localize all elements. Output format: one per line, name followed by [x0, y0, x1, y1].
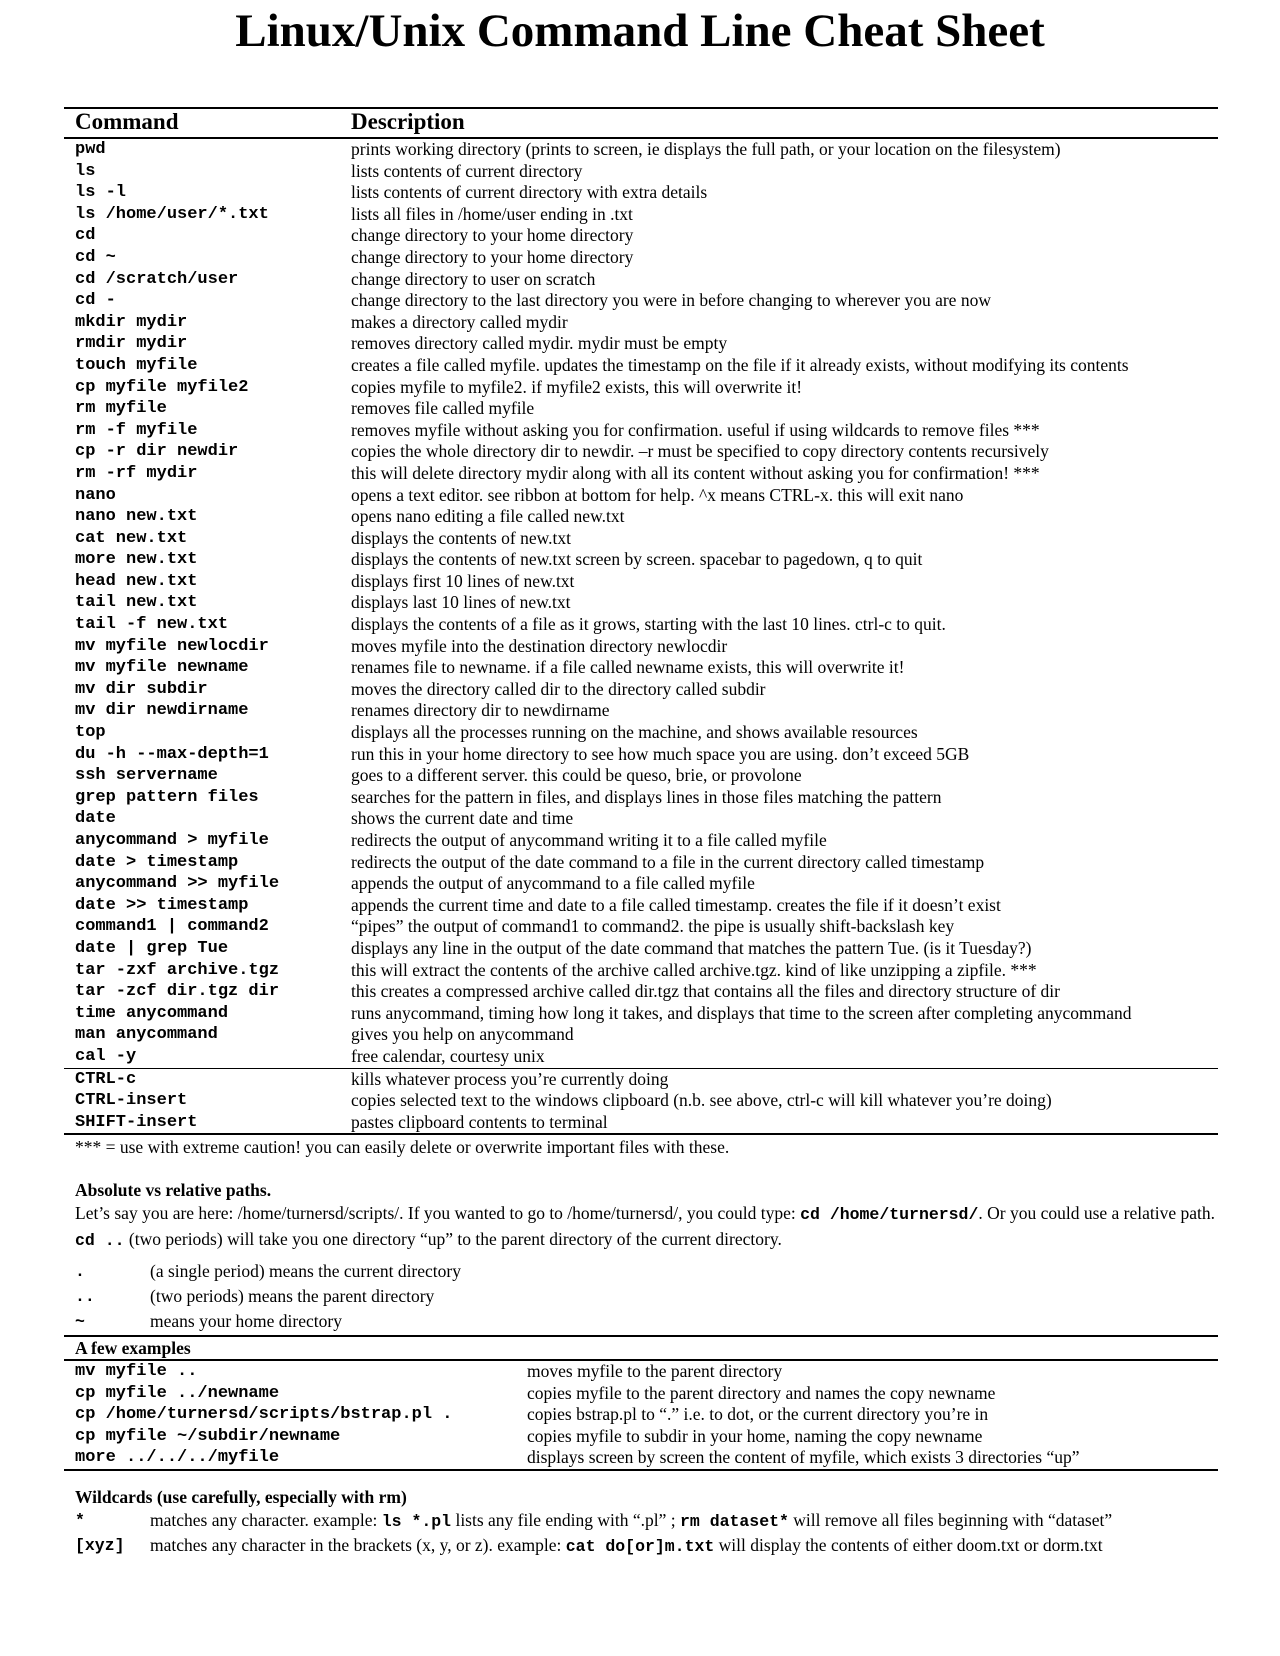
command-text: mv myfile newlocdir — [75, 636, 269, 656]
description-text: change directory to the last directory you were in before changing to wherever you are now — [351, 290, 991, 311]
command-text: cd /scratch/user — [75, 269, 239, 289]
description-text: removes myfile without asking you for confirmation. useful if using wildcards to remove files *** — [351, 419, 1040, 440]
command-text: man anycommand — [75, 1025, 218, 1045]
table-row — [64, 765, 1218, 787]
table-row — [64, 269, 1218, 291]
description-text: “pipes” the output of command1 to command2. the pipe is usually shift-backslash key — [351, 916, 955, 937]
description-text: lists contents of current directory — [351, 160, 583, 181]
command-text: rm myfile — [75, 399, 167, 419]
table-row — [64, 182, 1218, 204]
table-row — [64, 377, 1218, 399]
table-row — [64, 592, 1218, 614]
command-text: mv dir newdirname — [75, 701, 249, 721]
table-row — [64, 355, 1218, 377]
table-row — [64, 1404, 1218, 1426]
table-row — [64, 895, 1218, 917]
description-text: appends the output of anycommand to a file called myfile — [351, 873, 755, 894]
table-row — [64, 528, 1218, 550]
command-text: CTRL-c — [75, 1069, 137, 1089]
description-text: lists contents of current directory with extra details — [351, 182, 708, 203]
command-text: anycommand > myfile — [75, 831, 269, 850]
description-text: displays any line in the output of the date command that matches the pattern Tue. (is it Tuesday?) — [351, 937, 1032, 958]
description-text: displays the contents of new.txt — [351, 527, 572, 548]
table-row — [64, 225, 1218, 247]
description-text: kills whatever process you’re currently doing — [351, 1068, 669, 1089]
wildcard-text — [150, 1533, 1103, 1559]
table-row — [64, 139, 1218, 161]
table-row — [64, 398, 1218, 420]
command-text: time anycommand — [75, 1003, 229, 1023]
description-text: moves the directory called dir to the directory called subdir — [351, 678, 766, 699]
examples-bottom-rule — [64, 1469, 1218, 1471]
paths-code-1: cd /home/turnersd/ — [800, 1205, 979, 1224]
table-row — [64, 204, 1218, 226]
paths-paragraph — [75, 1201, 1225, 1253]
table-row — [64, 1426, 1218, 1448]
description-text: opens a text editor. see ribbon at bottom for help. ^x means CTRL-x. this will exit nano — [351, 484, 964, 505]
description-text: moves myfile into the destination directory newlocdir — [351, 635, 728, 656]
command-text: cd - — [75, 291, 116, 311]
wildcard-xyz-text-1: matches any character in the brackets (x, y, or z). example: — [150, 1535, 566, 1555]
description-text: displays the contents of new.txt screen by screen. spacebar to pagedown, q to quit — [351, 549, 923, 570]
table-row — [64, 290, 1218, 312]
wildcard-xyz-code-1: cat do[or]m.txt — [565, 1537, 715, 1556]
command-text: tail -f new.txt — [75, 615, 229, 635]
command-text: more ../../../myfile — [75, 1448, 280, 1468]
description-text: pastes clipboard contents to terminal — [351, 1111, 608, 1132]
wildcard-symbol: [xyz] — [75, 1536, 125, 1555]
command-text: cd — [75, 226, 96, 246]
paths-text-3: (two periods) will take you one directory “up” to the parent directory of the current directory. — [124, 1229, 782, 1249]
table-row — [64, 161, 1218, 183]
command-text: head new.txt — [75, 571, 198, 591]
path-def-text: means your home directory — [150, 1311, 342, 1331]
command-text: top — [75, 723, 106, 743]
wildcard-star-code-1: ls *.pl — [381, 1512, 452, 1531]
description-text: searches for the pattern in files, and displays lines in those files matching the pattern — [351, 786, 942, 807]
command-text: tar -zxf archive.tgz — [75, 960, 280, 980]
description-text: copies selected text to the windows clipboard (n.b. see above, ctrl-c will kill whatever you’re doing) — [351, 1090, 1052, 1111]
description-text: appends the current time and date to a file called timestamp. creates the file if it doesn’t exist — [351, 894, 1001, 915]
table-row — [64, 722, 1218, 744]
command-text: cp myfile ../newname — [75, 1383, 280, 1403]
table-header — [64, 107, 1218, 139]
description-text: displays last 10 lines of new.txt — [351, 592, 571, 613]
command-text: tail new.txt — [75, 593, 198, 613]
table-row — [64, 1069, 1218, 1091]
table-row — [64, 1383, 1218, 1405]
table-row — [64, 636, 1218, 658]
command-text: cp myfile ~/subdir/newname — [75, 1426, 341, 1446]
command-text: anycommand >> myfile — [75, 874, 280, 894]
description-text: shows the current date and time — [351, 808, 574, 829]
path-def-symbol: ~ — [75, 1312, 85, 1331]
description-text: copies the whole directory dir to newdir. –r must be specified to copy directory contents recursively — [351, 441, 1049, 462]
description-text: copies myfile to myfile2. if myfile2 exists, this will overwrite it! — [351, 376, 803, 397]
description-text: renames directory dir to newdirname — [351, 700, 610, 721]
table-row — [64, 873, 1218, 895]
description-text: this will delete directory mydir along with all its content without asking you for confirmation! *** — [351, 462, 1040, 483]
command-text: cal -y — [75, 1046, 137, 1066]
table-row — [64, 614, 1218, 636]
table-row — [64, 485, 1218, 507]
command-text: du -h --max-depth=1 — [75, 744, 269, 764]
page-title: Linux/Unix Command Line Cheat Sheet — [235, 5, 1045, 57]
table-row — [64, 463, 1218, 485]
command-text: grep pattern files — [75, 787, 259, 807]
table-row — [64, 1447, 1218, 1469]
table-row — [64, 852, 1218, 874]
command-text: cp myfile myfile2 — [75, 377, 249, 397]
path-def-text: (two periods) means the parent directory — [150, 1286, 435, 1306]
command-text: date | grep Tue — [75, 938, 229, 958]
description-text: this creates a compressed archive called dir.tgz that contains all the files and directory structure of dir — [351, 981, 1060, 1002]
command-text: mv myfile .. — [75, 1362, 198, 1381]
wildcard-text — [150, 1508, 1112, 1534]
wildcards-heading: Wildcards (use carefully, especially with rm) — [75, 1487, 407, 1507]
examples-table — [64, 1335, 1218, 1471]
command-text: date — [75, 809, 116, 829]
description-text: displays screen by screen the content of myfile, which exists 3 directories “up” — [527, 1447, 1080, 1468]
table-row — [64, 830, 1218, 852]
path-def-symbol: .. — [75, 1287, 95, 1306]
table-row — [64, 916, 1218, 938]
command-text: more new.txt — [75, 550, 198, 570]
description-text: this will extract the contents of the archive called archive.tgz. kind of like unzipping a zipfile. *** — [351, 959, 1037, 980]
description-text: moves myfile to the parent directory — [527, 1361, 783, 1381]
table-row — [64, 700, 1218, 722]
paths-heading: Absolute vs relative paths. — [75, 1180, 272, 1200]
table-row — [64, 1024, 1218, 1046]
wildcard-star-text-2: lists any file ending with “.pl” ; — [451, 1510, 680, 1530]
examples-heading — [64, 1335, 1218, 1361]
command-text: mv myfile newname — [75, 658, 249, 678]
description-text: copies bstrap.pl to “.” i.e. to dot, or the current directory you’re in — [527, 1404, 989, 1425]
command-text: rm -f myfile — [75, 420, 198, 440]
description-text: free calendar, courtesy unix — [351, 1045, 545, 1066]
description-text: gives you help on anycommand — [351, 1024, 574, 1045]
table-row — [64, 441, 1218, 463]
command-text: CTRL-insert — [75, 1091, 188, 1111]
description-text: prints working directory (prints to screen, ie displays the full path, or your location on the filesystem) — [351, 139, 1061, 159]
description-text: redirects the output of the date command to a file in the current directory called timestamp — [351, 851, 985, 872]
command-text: cp -r dir newdir — [75, 442, 239, 462]
wildcard-xyz-text-2: will display the contents of either doom.txt or dorm.txt — [714, 1535, 1103, 1555]
command-text: ls — [75, 161, 96, 181]
description-text: opens nano editing a file called new.txt — [351, 506, 625, 527]
command-text: mkdir mydir — [75, 312, 188, 332]
description-text: redirects the output of anycommand writing it to a file called myfile — [351, 830, 827, 850]
header-description: Description — [351, 109, 465, 134]
header-command: Command — [75, 109, 179, 134]
command-text: ls /home/user/*.txt — [75, 204, 269, 224]
table-row — [64, 787, 1218, 809]
table-row — [64, 981, 1218, 1003]
command-text: cp /home/turnersd/scripts/bstrap.pl . — [75, 1405, 453, 1425]
paths-code-2: cd .. — [75, 1231, 125, 1250]
table-row — [64, 420, 1218, 442]
table-row — [64, 657, 1218, 679]
wildcard-symbol: * — [75, 1511, 85, 1530]
command-text: date > timestamp — [75, 852, 239, 872]
description-text: change directory to your home directory — [351, 246, 634, 267]
command-text: nano — [75, 485, 116, 505]
description-text: runs anycommand, timing how long it takes, and displays that time to the screen after completing anycommand — [351, 1002, 1132, 1023]
wildcard-star-text-3: will remove all files beginning with “dataset” — [788, 1510, 1113, 1530]
description-text: displays all the processes running on the machine, and shows available resources — [351, 722, 918, 743]
description-text: removes file called myfile — [351, 398, 535, 419]
table-row — [64, 1046, 1218, 1068]
table-row — [64, 549, 1218, 571]
description-text: removes directory called mydir. mydir must be empty — [351, 333, 728, 354]
table-row — [64, 333, 1218, 355]
table-row — [64, 1090, 1218, 1112]
command-text: cat new.txt — [75, 528, 188, 548]
description-text: lists all files in /home/user ending in .txt — [351, 203, 633, 224]
description-text: copies myfile to subdir in your home, naming the copy newname — [527, 1425, 983, 1446]
ctrl-key-rows — [64, 1068, 1218, 1136]
command-text: rm -rf mydir — [75, 463, 198, 483]
command-text: SHIFT-insert — [75, 1112, 198, 1132]
path-def-text: (a single period) means the current directory — [150, 1261, 461, 1281]
paths-text-1: Let’s say you are here: /home/turnersd/scripts/. If you wanted to go to /home/turnersd/, you could type: — [75, 1203, 801, 1223]
command-table — [64, 107, 1218, 1135]
table-row — [64, 1112, 1218, 1134]
table-row — [64, 247, 1218, 269]
table-row — [64, 1003, 1218, 1025]
table-row — [64, 808, 1218, 830]
description-text: goes to a different server. this could be queso, brie, or provolone — [351, 765, 802, 786]
table-row — [64, 571, 1218, 593]
path-def-symbol: . — [75, 1262, 85, 1281]
description-text: makes a directory called mydir — [351, 311, 568, 332]
command-text: nano new.txt — [75, 507, 198, 527]
examples-heading-text: A few examples — [75, 1338, 191, 1358]
command-text: pwd — [75, 140, 106, 159]
caution-note: *** = use with extreme caution! you can easily delete or overwrite important files with these. — [75, 1137, 730, 1157]
command-text: mv dir subdir — [75, 679, 208, 699]
command-text: command1 | command2 — [75, 917, 269, 937]
table-row — [64, 1361, 1218, 1383]
command-rows — [64, 139, 1218, 1068]
description-text: change directory to user on scratch — [351, 268, 596, 289]
table-row — [64, 938, 1218, 960]
paths-text-2: . Or you could use a relative path. — [978, 1203, 1216, 1223]
table-row — [64, 960, 1218, 982]
command-text: tar -zcf dir.tgz dir — [75, 982, 280, 1002]
table-row — [64, 506, 1218, 528]
description-text: displays the contents of a file as it grows, starting with the last 10 lines. ctrl-c to quit. — [351, 614, 946, 635]
table-row — [64, 744, 1218, 766]
description-text: copies myfile to the parent directory and names the copy newname — [527, 1382, 996, 1403]
command-text: ssh servername — [75, 766, 218, 786]
command-text: touch myfile — [75, 355, 198, 375]
wildcard-star-code-2: rm dataset* — [680, 1512, 789, 1531]
command-text: date >> timestamp — [75, 895, 249, 915]
wildcard-star-text-1: matches any character. example: — [150, 1510, 382, 1530]
description-text: displays first 10 lines of new.txt — [351, 570, 575, 591]
command-text: rmdir mydir — [75, 334, 188, 354]
description-text: creates a file called myfile. updates the timestamp on the file if it already exists, without modifying its contents — [351, 354, 1129, 375]
description-text: renames file to newname. if a file called newname exists, this will overwrite it! — [351, 657, 905, 678]
command-text: cd ~ — [75, 247, 116, 267]
description-text: change directory to your home directory — [351, 225, 634, 246]
table-row — [64, 312, 1218, 334]
description-text: run this in your home directory to see how much space you are using. don’t exceed 5GB — [351, 743, 970, 764]
command-text: ls -l — [75, 183, 127, 203]
examples-rows — [64, 1361, 1218, 1469]
table-row — [64, 679, 1218, 701]
